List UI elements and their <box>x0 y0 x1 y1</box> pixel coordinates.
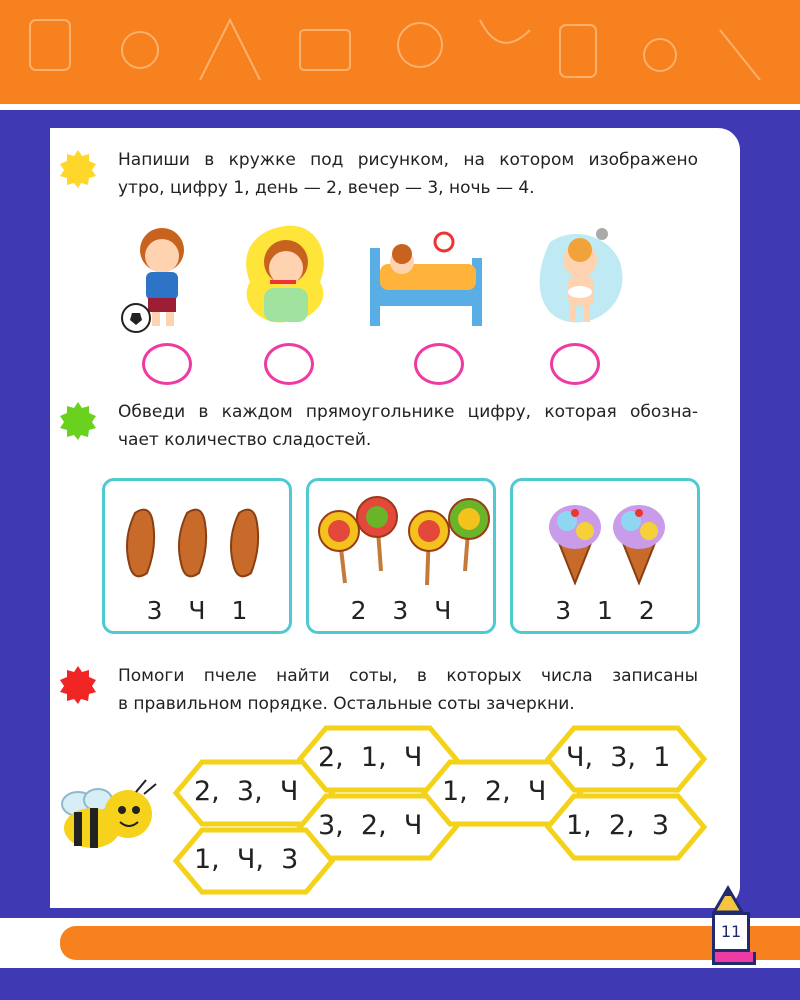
answer-circle-1[interactable] <box>142 343 192 385</box>
page-number: 11 <box>712 912 750 952</box>
honeycomb-text-6: Ч, 3, 1 <box>566 742 671 773</box>
doodle-pattern <box>0 0 800 104</box>
task3-line2: в правильном порядке. Остальные соты зачеркни. <box>118 694 575 714</box>
boy-brushing-teeth-picture <box>240 222 330 332</box>
honeycomb-text-4: 1, Ч, 3 <box>194 844 299 875</box>
honeycomb-text-3: 3, 2, Ч <box>318 810 423 841</box>
digits-box-3[interactable]: 3 1 2 <box>555 596 655 625</box>
task1-line2: утро, цифру 1, день — 2, вечер — 3, ночь — 4. <box>118 178 535 198</box>
red-bullet-icon <box>58 664 98 704</box>
boy-playing-football-picture <box>112 220 202 335</box>
green-bullet-icon <box>58 400 98 440</box>
answer-circle-2[interactable] <box>264 343 314 385</box>
top-decorative-band <box>0 0 800 104</box>
task3-text <box>118 662 698 718</box>
task2-line2: чает количество сладостей. <box>118 430 372 450</box>
task1-text <box>118 146 698 202</box>
answer-circle-4[interactable] <box>550 343 600 385</box>
digits-box-2[interactable]: 2 3 Ч <box>350 596 452 625</box>
bottom-blue-band <box>0 968 800 1000</box>
sweets-box-croissants <box>102 478 292 634</box>
girl-in-bed-picture <box>356 228 496 328</box>
digits-box-1[interactable]: 3 Ч 1 <box>146 596 248 625</box>
bee-picture <box>56 776 160 856</box>
bottom-decorative-band <box>60 926 800 960</box>
answer-circle-3[interactable] <box>414 343 464 385</box>
task2-text <box>118 398 698 454</box>
task1-line1: Напиши в кружке под рисунком, на котором изображено <box>118 150 698 170</box>
honeycomb-text-1: 2, 3, Ч <box>194 776 299 807</box>
pencil-tip-icon <box>710 884 746 912</box>
ice-cream-picture <box>513 493 697 593</box>
sweets-box-lollipops <box>306 478 496 634</box>
sweets-box-ice-cream <box>510 478 700 634</box>
yellow-bullet-icon <box>58 148 98 188</box>
task3-line1: Помоги пчеле найти соты, в которых числа записаны <box>118 666 698 686</box>
lollipops-picture <box>309 491 493 591</box>
task2-line1: Обведи в каждом прямоугольнике цифру, которая обозна- <box>118 402 698 422</box>
girl-in-shower-picture <box>530 222 630 332</box>
honeycomb-text-7: 1, 2, 3 <box>566 810 670 841</box>
honeycomb-cell-6[interactable] <box>544 724 708 798</box>
honeycomb-text-5: 1, 2, Ч <box>442 776 547 807</box>
top-white-stripe <box>0 104 800 110</box>
honeycomb-text-2: 2, 1, Ч <box>318 742 423 773</box>
honeycomb-cell-4[interactable] <box>172 826 336 900</box>
croissants-picture <box>105 493 289 593</box>
pencil-eraser <box>712 952 756 965</box>
honeycomb-cell-7[interactable] <box>544 792 708 866</box>
